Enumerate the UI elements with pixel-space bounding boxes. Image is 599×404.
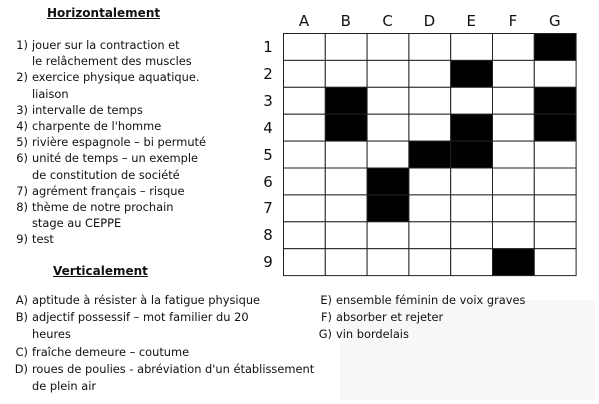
grid-cell[interactable] xyxy=(534,222,576,249)
clue-line xyxy=(2,293,260,307)
grid-cell[interactable] xyxy=(451,249,493,276)
grid-cell[interactable] xyxy=(534,195,576,222)
clue-continuation xyxy=(2,168,180,182)
grid-cell[interactable] xyxy=(409,34,451,61)
clue-text: absorber et rejeter xyxy=(336,310,444,325)
grid-cell[interactable] xyxy=(534,60,576,87)
row-number: 6 xyxy=(263,172,273,191)
clue-text: fraîche demeure – coutume xyxy=(32,344,190,359)
grid-cell[interactable] xyxy=(284,87,326,114)
grid-cell[interactable] xyxy=(284,222,326,249)
grid-cell[interactable] xyxy=(325,222,367,249)
grid-cell[interactable] xyxy=(409,222,451,249)
clue-line xyxy=(2,38,180,52)
grid-cell[interactable] xyxy=(534,249,576,276)
grid-cell[interactable] xyxy=(367,249,409,276)
grid-cell[interactable] xyxy=(284,249,326,276)
clue-line xyxy=(2,70,199,84)
grid-cell[interactable] xyxy=(409,249,451,276)
clue-continuation xyxy=(2,379,96,393)
grid-cell[interactable] xyxy=(409,87,451,114)
row-number: 3 xyxy=(263,91,273,110)
clue-number: B) xyxy=(15,310,28,325)
row-number: 9 xyxy=(263,253,273,272)
grid-cell[interactable] xyxy=(284,195,326,222)
row-number: 2 xyxy=(263,64,273,83)
grid-cell[interactable] xyxy=(409,195,451,222)
clue-number: D) xyxy=(14,361,28,376)
row-number: 7 xyxy=(263,199,273,218)
clue-text: le relâchement des muscles xyxy=(32,54,192,69)
grid-cell-black xyxy=(534,87,576,114)
clue-text: de plein air xyxy=(32,379,97,393)
row-number: 1 xyxy=(263,38,273,56)
column-letter: C xyxy=(382,12,393,30)
clue-text: rivière espagnole – bi permuté xyxy=(32,135,207,150)
grid-cell[interactable] xyxy=(325,60,367,87)
row-number: 5 xyxy=(263,145,273,164)
grid-cell[interactable] xyxy=(367,222,409,249)
clue-line xyxy=(306,293,525,307)
row-number: 4 xyxy=(263,118,273,137)
grid-cell[interactable] xyxy=(367,141,409,168)
grid-cell[interactable] xyxy=(367,114,409,141)
clue-line xyxy=(2,362,314,376)
clue-number: 9) xyxy=(16,232,28,247)
clue-number: 2) xyxy=(16,70,28,85)
clue-number: 3) xyxy=(16,102,28,117)
clue-line xyxy=(2,310,249,324)
grid-cell[interactable] xyxy=(409,60,451,87)
clue-text: agrément français – risque xyxy=(32,183,185,198)
grid-cell[interactable] xyxy=(325,249,367,276)
clue-number: C) xyxy=(15,344,28,359)
clue-line xyxy=(2,345,189,359)
grid-cell-black xyxy=(451,60,493,87)
grid-cell[interactable] xyxy=(367,34,409,61)
clue-text: jouer sur la contraction et xyxy=(32,38,180,52)
clue-text: charpente de l'homme xyxy=(32,119,162,133)
grid-cell[interactable] xyxy=(493,222,535,249)
clue-number: 4) xyxy=(16,119,28,133)
column-letter: A xyxy=(298,12,310,30)
column-letter: G xyxy=(548,12,561,30)
clue-text: roues de poulies - abréviation d'un établissement xyxy=(32,361,315,376)
grid-cell-black xyxy=(367,195,409,222)
column-letter: E xyxy=(466,12,476,30)
grid-cell[interactable] xyxy=(367,60,409,87)
grid-cell-black xyxy=(493,249,535,276)
clue-number: A) xyxy=(15,293,28,307)
grid-cell-black xyxy=(534,114,576,141)
clue-continuation xyxy=(2,216,121,230)
clue-text: vin bordelais xyxy=(336,327,409,342)
grid-cell-black xyxy=(451,141,493,168)
clue-line xyxy=(2,184,184,198)
grid-cell[interactable] xyxy=(325,34,367,61)
grid-cell[interactable] xyxy=(284,60,326,87)
crossword-grid xyxy=(283,33,577,277)
clue-line xyxy=(306,327,409,341)
grid-cell[interactable] xyxy=(493,60,535,87)
grid-cell[interactable] xyxy=(493,141,535,168)
clue-text: aptitude à résister à la fatigue physique xyxy=(32,293,261,307)
grid-cell[interactable] xyxy=(367,87,409,114)
grid-cell[interactable] xyxy=(451,87,493,114)
grid-cell[interactable] xyxy=(409,168,451,195)
grid-cell[interactable] xyxy=(409,114,451,141)
clue-number: F) xyxy=(321,310,332,325)
clue-line xyxy=(2,232,54,246)
grid-cell[interactable] xyxy=(284,168,326,195)
grid-cell-black xyxy=(409,141,451,168)
clue-text: liaison xyxy=(32,86,69,101)
clue-text: intervalle de temps xyxy=(32,102,143,117)
clue-text: stage au CEPPE xyxy=(32,216,122,231)
grid-cell[interactable] xyxy=(284,141,326,168)
grid-cell-black xyxy=(367,168,409,195)
horizontal-heading: Horizontalement xyxy=(47,6,161,20)
grid-cell-black xyxy=(451,114,493,141)
clue-number: 5) xyxy=(16,135,28,150)
clue-line xyxy=(2,135,206,149)
grid-cell-black xyxy=(325,87,367,114)
clue-continuation xyxy=(2,87,69,101)
grid-cell[interactable] xyxy=(284,34,326,61)
grid-cell[interactable] xyxy=(451,34,493,61)
column-letter: D xyxy=(423,12,436,30)
row-number: 8 xyxy=(263,226,273,245)
grid-cell[interactable] xyxy=(493,168,535,195)
grid-cell[interactable] xyxy=(451,222,493,249)
grid-cell[interactable] xyxy=(534,141,576,168)
clue-text: exercice physique aquatique. xyxy=(32,70,200,85)
grid-cell[interactable] xyxy=(493,87,535,114)
grid-cell[interactable] xyxy=(534,168,576,195)
clue-continuation xyxy=(2,54,192,68)
vertical-heading: Verticalement xyxy=(53,264,148,278)
clue-text: adjectif possessif – mot familier du 20 xyxy=(32,310,249,325)
grid-cell[interactable] xyxy=(325,168,367,195)
clue-number: G) xyxy=(318,327,332,342)
clue-number: 7) xyxy=(16,183,28,198)
clue-line xyxy=(306,310,443,324)
grid-cell[interactable] xyxy=(451,195,493,222)
grid-cell[interactable] xyxy=(325,141,367,168)
grid-cell[interactable] xyxy=(493,195,535,222)
column-letter: B xyxy=(340,12,351,30)
clue-number: 6) xyxy=(16,151,28,166)
clue-number: 1) xyxy=(16,38,28,52)
grid-cell[interactable] xyxy=(284,114,326,141)
clue-text: de constitution de société xyxy=(32,167,180,182)
clue-text: unité de temps – un exemple xyxy=(32,151,198,166)
grid-cell[interactable] xyxy=(493,114,535,141)
clue-number: 8) xyxy=(16,200,28,214)
clue-text: ensemble féminin de voix graves xyxy=(336,293,526,307)
clue-line xyxy=(2,200,173,214)
grid-cell[interactable] xyxy=(451,168,493,195)
grid-cell-black xyxy=(325,114,367,141)
clue-line xyxy=(2,119,161,133)
grid-cell[interactable] xyxy=(325,195,367,222)
clue-line xyxy=(2,103,143,117)
clue-line xyxy=(2,151,198,165)
grid-cell-black xyxy=(534,34,576,61)
column-letter: F xyxy=(508,12,518,30)
clue-text: heures xyxy=(32,327,71,342)
clue-number: E) xyxy=(320,293,332,307)
clue-continuation xyxy=(2,327,71,341)
clue-text: test xyxy=(32,232,54,247)
grid-cell[interactable] xyxy=(493,34,535,61)
clue-text: thème de notre prochain xyxy=(32,200,174,214)
